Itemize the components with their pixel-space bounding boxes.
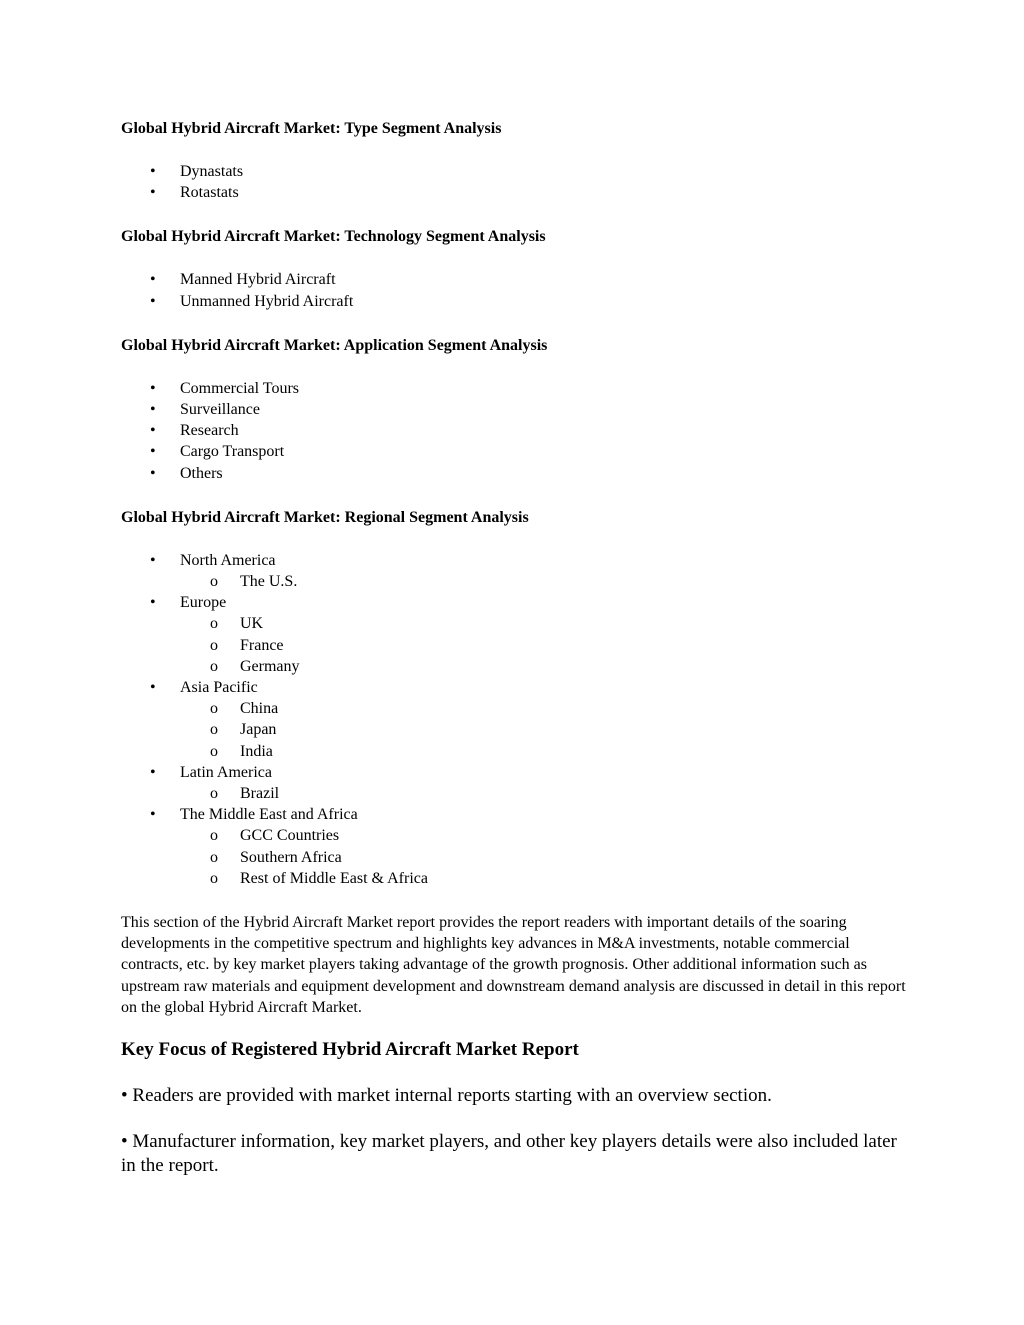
type-list <box>121 161 911 203</box>
circle-bullet-icon: o <box>210 636 218 654</box>
section-heading-application: Global Hybrid Aircraft Market: Application Segment Analysis <box>121 336 548 354</box>
sub-list-item: o Germany <box>121 656 911 677</box>
bullet-icon: • <box>150 292 156 310</box>
bullet-icon: • <box>150 679 156 697</box>
sub-list-item: o India <box>121 741 911 762</box>
bullet-icon: • <box>150 464 156 482</box>
section-heading-regional: Global Hybrid Aircraft Market: Regional Segment Analysis <box>121 508 529 526</box>
sub-list <box>180 571 911 592</box>
sub-list <box>180 698 911 762</box>
list-item: • Unmanned Hybrid Aircraft <box>121 291 911 312</box>
bullet-icon: • <box>150 401 156 419</box>
sub-list-item: o Japan <box>121 719 911 740</box>
list-item: • Latin America o Brazil <box>121 762 911 804</box>
circle-bullet-icon: o <box>210 869 218 887</box>
circle-bullet-icon: o <box>210 785 218 803</box>
circle-bullet-icon: o <box>210 573 218 591</box>
application-list <box>121 378 911 484</box>
sub-list-item: o Rest of Middle East & Africa <box>121 868 911 889</box>
sub-list <box>180 613 911 677</box>
circle-bullet-icon: o <box>210 827 218 845</box>
bullet-icon: • <box>150 594 156 612</box>
bullet-icon: • <box>150 184 156 202</box>
list-item: • Others <box>121 463 911 484</box>
sub-list-item: o France <box>121 635 911 656</box>
list-item: • Cargo Transport <box>121 441 911 462</box>
section-heading-technology: Global Hybrid Aircraft Market: Technology Segment Analysis <box>121 228 546 246</box>
list-item: • Manned Hybrid Aircraft <box>121 269 911 290</box>
body-paragraph: This section of the Hybrid Aircraft Market report provides the report readers with important details of the soaring developments in the competitive spectrum and highlights key advances in M&A investments, notable commercial contracts, etc. by key market players taking advantage of the growth prognosis. Other additional information such as upstream raw materials and equipment development and downstream demand analysis are discussed in detail in this report on the global Hybrid Aircraft Market. <box>121 914 906 1016</box>
key-focus-point: • Readers are provided with market internal reports starting with an overview section. <box>121 1085 772 1107</box>
sub-list-item: o Southern Africa <box>121 847 911 868</box>
sub-list-item: o Brazil <box>121 783 911 804</box>
list-item: • Commercial Tours <box>121 378 911 399</box>
bullet-icon: • <box>150 551 156 569</box>
bullet-icon: • <box>150 763 156 781</box>
sub-list-item: o The U.S. <box>121 571 911 592</box>
sub-list <box>180 783 911 804</box>
key-focus-point: • Manufacturer information, key market players, and other key players details were also included later in the report. <box>121 1131 897 1177</box>
circle-bullet-icon: o <box>210 657 218 675</box>
list-item: • The Middle East and Africa o GCC Countries o Southern Africa o Rest of Middle East & Africa <box>121 804 911 889</box>
regional-list <box>121 550 911 889</box>
bullet-icon: • <box>150 379 156 397</box>
technology-list <box>121 269 911 311</box>
bullet-icon: • <box>150 163 156 180</box>
section-heading-type: Global Hybrid Aircraft Market: Type Segment Analysis <box>121 120 502 137</box>
bullet-icon: • <box>150 271 156 289</box>
list-item: • Research <box>121 420 911 441</box>
bullet-icon: • <box>150 422 156 440</box>
circle-bullet-icon: o <box>210 742 218 760</box>
circle-bullet-icon: o <box>210 700 218 718</box>
list-item: • Europe o UK o France o Germany <box>121 592 911 677</box>
sub-list-item: o China <box>121 698 911 719</box>
list-item: • Dynastats <box>121 161 911 182</box>
circle-bullet-icon: o <box>210 721 218 739</box>
circle-bullet-icon: o <box>210 615 218 633</box>
bullet-icon: • <box>150 443 156 461</box>
list-item: • Rotastats <box>121 182 911 203</box>
sub-list-item: o UK <box>121 613 911 634</box>
document-content <box>121 118 911 1200</box>
list-item: • Surveillance <box>121 399 911 420</box>
list-item: • Asia Pacific o China o Japan o India <box>121 677 911 762</box>
bullet-icon: • <box>150 806 156 824</box>
sub-list-item: o GCC Countries <box>121 825 911 846</box>
list-item: • North America o The U.S. <box>121 550 911 592</box>
key-focus-heading: Key Focus of Registered Hybrid Aircraft Market Report <box>121 1039 579 1061</box>
circle-bullet-icon: o <box>210 848 218 866</box>
sub-list <box>180 825 911 889</box>
